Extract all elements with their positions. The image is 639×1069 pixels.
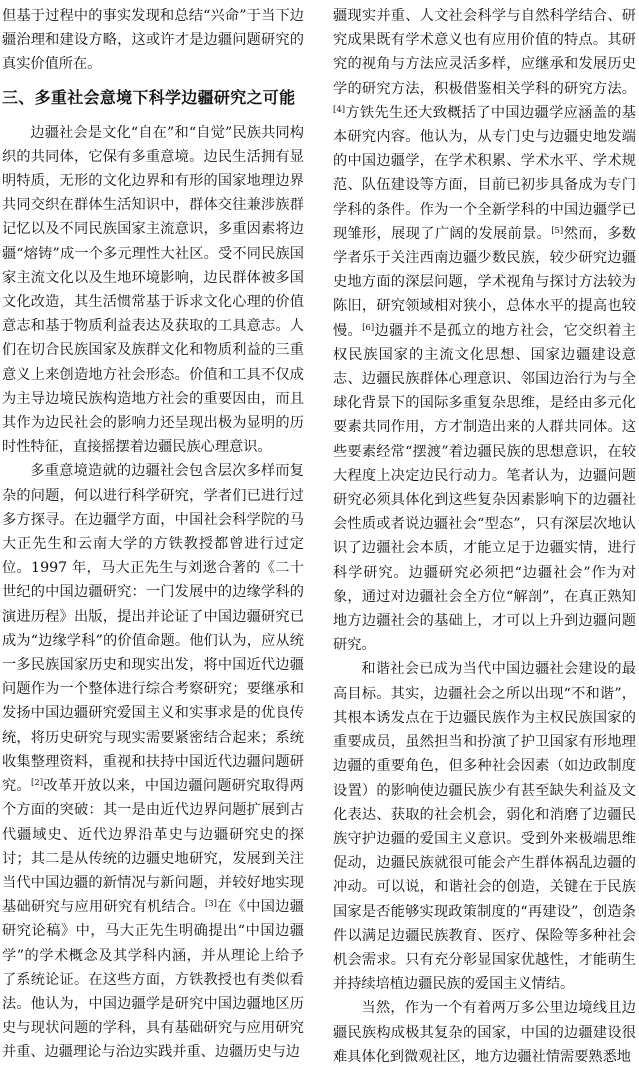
paragraph-text: 方铁先生还大致概括了中国边疆学应涵盖的基本研究内容。他认为，从专门史与边疆史地发端的中国边疆学，在学术积累、学术水平、学术规范、队伍建设等方面，目前已初步具备成为专门学科的条件。作为一个全新学科的中国边疆学已现雏形，展现了广阔的发展前景。: [333, 104, 636, 242]
right-column: [333, 4, 636, 1069]
paragraph-text: 然而，多数学者乐于关注西南边疆少数民族，较少研究边疆史地方面的深层问题，学术视角与探讨方法较为陈旧，研究领域相对狭小，总体水平的提高也较慢。: [333, 225, 636, 339]
footnote-ref: [2]: [31, 778, 44, 789]
footnote-ref: [4]: [333, 104, 346, 115]
left-column: [2, 4, 304, 1065]
footnote-ref: [5]: [551, 225, 564, 236]
paragraph-harmonious-society: 和谐社会已成为当代中国边疆社会建设的最高目标。其实，边疆社会之所以出现“不和谐”，其根本诱发点在于边疆民族作为主权民族国家的重要成员，虽然担当和扮演了护卫国家有形地理边疆的重要角色，但多种社会因素（如边政制度设置）的影响使边疆民族少有甚至缺失利益及文化表达、获取的社会机会，弱化和消磨了边疆民族守护边疆的爱国主义意识。受到外来极端思维促动，边疆民族就很可能会产生群体祸乱边疆的冲动。可以说，和谐社会的创造，关键在于民族国家是否能够实现政策制度的“再建设”，创造条件以满足边疆民族教育、医疗、保险等多种社会机会需求。只有充分彰显国家优越性，才能萌生并持续培植边疆民族的爱国主义情结。: [333, 661, 636, 993]
paragraph-text: 疆现实并重、人文社会科学与自然科学结合、研究成果既有学术意义也有应用价值的特点。其研究的视角与方法应灵活多样，应继承和发展历史学的研究方法，积极借鉴相关学科的研究方法。: [333, 8, 636, 97]
paragraph-text: 在《中国边疆研究论稿》中，马大正先生明确提出“中国边疆学”的学术概念及其学科内涵，并从理论上给予了系统论证。在这些方面，方铁教授也有类似看法。他认为，中国边疆学是研究中国边疆地区历史与现状问题的学科，具有基础研究与应用研究并重、边疆理论与治边实践并重、边疆历史与边: [2, 899, 304, 1061]
paragraph-scholarly-exploration: [2, 459, 304, 1064]
footnote-ref: [6]: [362, 322, 375, 333]
paragraph-continued: [333, 4, 636, 657]
paragraph-border-society: 边疆社会是文化“自在”和“自觉”民族共同构织的共同体，它保有多重意境。边民生活拥有显明特质，无形的文化边界和有形的国家地理边界共同交织在群体生活知识中，群体交往兼涉族群记忆以及不同民族国家主流意识，多重因素将边疆“熔铸”成一个多元理性大社区。受不同民族国家主流文化以及生地环境影响，边民群体被多国文化改造，其生活惯常基于诉求文化心理的价值意志和基于物质利益表达及获取的工具意志。人们在切合民族国家及族群文化和物质利益的三重意义上来创造地方社会形态。价值和工具不仅成为主导边境民族构造地方社会的重要因由，而且其作为边民社会的影响力还呈现出极为显明的历时性特征，直接摇摆着边疆民族心理意识。: [2, 124, 304, 456]
paragraph-text: 多重意境造就的边疆社会包含层次多样而复杂的问题，何以进行科学研究，学者们已进行过多方探寻。在边疆学方面，中国社会科学院的马大正先生和云南大学的方铁教授都曾进行过定位。1997 年，马大正先生与刘逖合著的《二十世纪的中国边疆研究：一门发展中的边缘学科的演进历程》出版，提出并论证了中国边疆研究已成为“边缘学科”的价值命题。他们认为，应从统一多民族国家历史和现实出发，将中国近代边疆问题作为一个整体进行综合考察研究；要继承和发扬中国边疆研究爱国主义和实事求是的优良传统，将历史研究与现实需要紧密结合起来；系统收集整理资料，重视和扶持中国近代边疆问题研究。: [2, 463, 304, 795]
paragraph-text: 改革开放以来，中国边疆问题研究取得两个方面的突破：其一是由近代边界问题扩展到古代疆域史、近代边界沿革史与边疆研究史的探讨；其二是从传统的边疆史地研究，发展到关注当代中国边疆的新情况与新问题，并较好地实现基础研究与应用研究有机结合。: [2, 778, 304, 916]
intro-paragraph-tail: 但基于过程中的事实发现和总结“兴命”于当下边疆治理和建设方略，这或许才是边疆问题研究的真实价值所在。: [2, 8, 304, 73]
footnote-ref: [3]: [204, 899, 217, 910]
paragraph-text: 边疆并不是孤立的地方社会，它交织着主权民族国家的主流文化思想、国家边疆建设意志、边疆民族群体心理意识、邻国边治行为与全球化背景下的国际多重复杂思维，是经由多元化要素共同作用，方才制造出来的人群共同体。这些要素经常“摆渡”着边疆民族的思想意识，在较大程度上决定边民行动力。笔者认为，边疆问题研究必须具体化到这些复杂因素影响下的边疆社会性质或者说边疆社会“型态”，只有深层次地认识了边疆社会本质，才能立足于边疆实情，进行科学研究。边疆研究必须把“边疆社会”作为对象，通过对边疆社会全方位“解剖”，在真正熟知地方边疆社会的基础上，才可以上升到边疆问题研究。: [333, 322, 636, 654]
paragraph-border-construction: 当然，作为一个有着两万多公里边境线且边疆民族构成极其复杂的国家，中国的边疆建设很难具体化到微观社区，地方边疆社情需要熟悉地: [333, 1000, 636, 1065]
section-heading: 三、多重社会意境下科学边疆研究之可能: [2, 87, 296, 107]
